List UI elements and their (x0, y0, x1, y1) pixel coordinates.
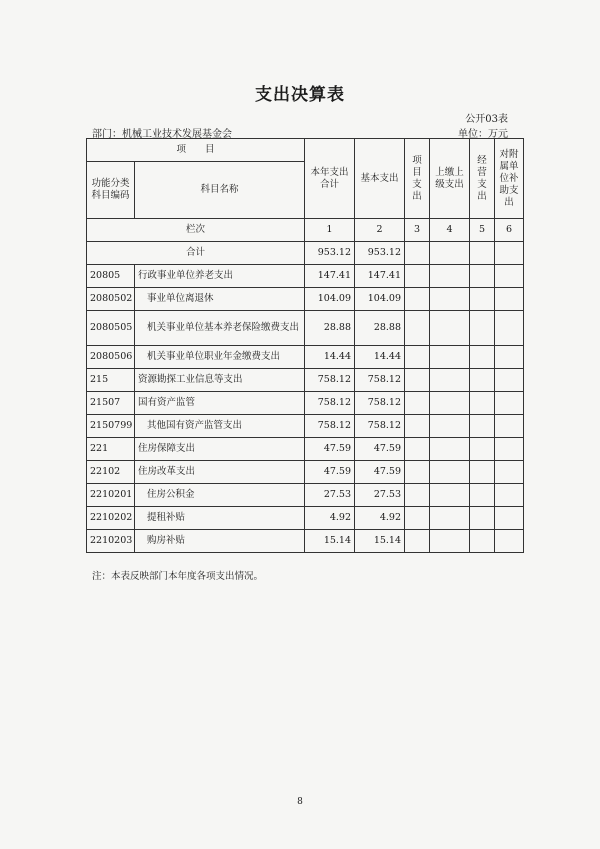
row-code: 2080505 (87, 311, 135, 346)
row-total: 104.09 (305, 288, 355, 311)
empty-cell (470, 311, 495, 346)
empty-cell (430, 461, 470, 484)
table-row (87, 265, 524, 288)
column-index-3: 3 (405, 219, 430, 242)
empty-cell (470, 288, 495, 311)
row-basic: 15.14 (355, 530, 405, 553)
empty-cell (470, 369, 495, 392)
empty-cell (495, 265, 524, 288)
empty-cell (470, 507, 495, 530)
row-total: 15.14 (305, 530, 355, 553)
row-basic: 758.12 (355, 415, 405, 438)
row-name: 资源勘探工业信息等支出 (135, 369, 305, 392)
empty-cell (430, 438, 470, 461)
empty-cell (470, 415, 495, 438)
empty-cell (495, 392, 524, 415)
page-title: 支出决算表 (255, 85, 345, 105)
row-total: 758.12 (305, 415, 355, 438)
empty-cell (495, 507, 524, 530)
unit-label: 单位：万元 (458, 129, 508, 140)
row-total: 758.12 (305, 369, 355, 392)
table-row (87, 415, 524, 438)
empty-cell (405, 242, 430, 265)
header-upper-level: 上缴上级支出 (430, 139, 470, 219)
empty-cell (430, 288, 470, 311)
row-name: 机关事业单位基本养老保险缴费支出 (135, 311, 305, 346)
header-project: 项 目 (87, 139, 305, 162)
empty-cell (495, 415, 524, 438)
empty-cell (430, 392, 470, 415)
table-row (87, 507, 524, 530)
row-name: 机关事业单位职业年金缴费支出 (135, 346, 305, 369)
row-basic: 104.09 (355, 288, 405, 311)
row-total: 4.92 (305, 507, 355, 530)
row-code: 2080502 (87, 288, 135, 311)
row-code: 20805 (87, 265, 135, 288)
empty-cell (495, 311, 524, 346)
empty-cell (430, 369, 470, 392)
row-code: 2210202 (87, 507, 135, 530)
footnote: 注：本表反映部门本年度各项支出情况。 (92, 571, 264, 582)
empty-cell (495, 530, 524, 553)
empty-cell (405, 346, 430, 369)
row-name: 住房保障支出 (135, 438, 305, 461)
department-label: 部门：机械工业技术发展基金会 (92, 129, 232, 140)
row-total: 27.53 (305, 484, 355, 507)
empty-cell (405, 461, 430, 484)
row-name: 国有资产监管 (135, 392, 305, 415)
empty-cell (405, 507, 430, 530)
header-name: 科目名称 (135, 162, 305, 219)
empty-cell (405, 530, 430, 553)
empty-cell (470, 530, 495, 553)
empty-cell (405, 415, 430, 438)
empty-cell (470, 346, 495, 369)
row-code: 2080506 (87, 346, 135, 369)
header-business: 经营支出 (470, 139, 495, 219)
column-index-2: 2 (355, 219, 405, 242)
row-name: 事业单位离退休 (135, 288, 305, 311)
row-total: 758.12 (305, 392, 355, 415)
empty-cell (495, 242, 524, 265)
table-row (87, 288, 524, 311)
row-basic: 4.92 (355, 507, 405, 530)
row-code: 22102 (87, 461, 135, 484)
form-number: 公开03表 (465, 114, 508, 125)
expenditure-table (86, 138, 524, 553)
row-name: 购房补贴 (135, 530, 305, 553)
empty-cell (495, 438, 524, 461)
empty-cell (430, 311, 470, 346)
header-basic: 基本支出 (355, 139, 405, 219)
row-code: 2150799 (87, 415, 135, 438)
empty-cell (405, 484, 430, 507)
column-index-1: 1 (305, 219, 355, 242)
empty-cell (495, 346, 524, 369)
row-basic: 47.59 (355, 438, 405, 461)
empty-cell (470, 461, 495, 484)
column-index-label: 栏次 (87, 219, 305, 242)
row-code: 21507 (87, 392, 135, 415)
header-project-expenditure: 项目支出 (405, 139, 430, 219)
row-basic: 27.53 (355, 484, 405, 507)
empty-cell (470, 265, 495, 288)
empty-cell (405, 288, 430, 311)
header-total: 本年支出合计 (305, 139, 355, 219)
column-index-6: 6 (495, 219, 524, 242)
row-basic: 28.88 (355, 311, 405, 346)
row-name: 行政事业单位养老支出 (135, 265, 305, 288)
row-name: 提租补贴 (135, 507, 305, 530)
header-subsidiary: 对附属单位补助支出 (495, 139, 524, 219)
total-row-basic: 953.12 (355, 242, 405, 265)
row-total: 28.88 (305, 311, 355, 346)
row-code: 221 (87, 438, 135, 461)
empty-cell (430, 415, 470, 438)
table-row (87, 311, 524, 346)
row-name: 住房改革支出 (135, 461, 305, 484)
row-basic: 147.41 (355, 265, 405, 288)
empty-cell (495, 369, 524, 392)
empty-cell (405, 438, 430, 461)
row-basic: 14.44 (355, 346, 405, 369)
column-index-5: 5 (470, 219, 495, 242)
empty-cell (470, 242, 495, 265)
empty-cell (405, 311, 430, 346)
row-basic: 47.59 (355, 461, 405, 484)
row-name: 其他国有资产监管支出 (135, 415, 305, 438)
row-total: 47.59 (305, 461, 355, 484)
table-row (87, 438, 524, 461)
row-name: 住房公积金 (135, 484, 305, 507)
empty-cell (495, 461, 524, 484)
empty-cell (470, 438, 495, 461)
empty-cell (405, 369, 430, 392)
table-row (87, 461, 524, 484)
row-code: 2210203 (87, 530, 135, 553)
header-code: 功能分类科目编码 (87, 162, 135, 219)
empty-cell (430, 507, 470, 530)
table-row (87, 530, 524, 553)
row-basic: 758.12 (355, 392, 405, 415)
table-row (87, 392, 524, 415)
empty-cell (430, 242, 470, 265)
row-basic: 758.12 (355, 369, 405, 392)
empty-cell (430, 484, 470, 507)
table-row (87, 369, 524, 392)
empty-cell (430, 346, 470, 369)
table-row (87, 484, 524, 507)
total-row-label: 合计 (87, 242, 305, 265)
empty-cell (405, 392, 430, 415)
row-code: 215 (87, 369, 135, 392)
table-row (87, 346, 524, 369)
empty-cell (470, 392, 495, 415)
column-index-4: 4 (430, 219, 470, 242)
empty-cell (470, 484, 495, 507)
empty-cell (430, 265, 470, 288)
row-total: 14.44 (305, 346, 355, 369)
row-code: 2210201 (87, 484, 135, 507)
empty-cell (495, 288, 524, 311)
row-total: 147.41 (305, 265, 355, 288)
empty-cell (495, 484, 524, 507)
page-number: 8 (297, 797, 303, 807)
row-total: 47.59 (305, 438, 355, 461)
total-row-total: 953.12 (305, 242, 355, 265)
empty-cell (430, 530, 470, 553)
empty-cell (405, 265, 430, 288)
